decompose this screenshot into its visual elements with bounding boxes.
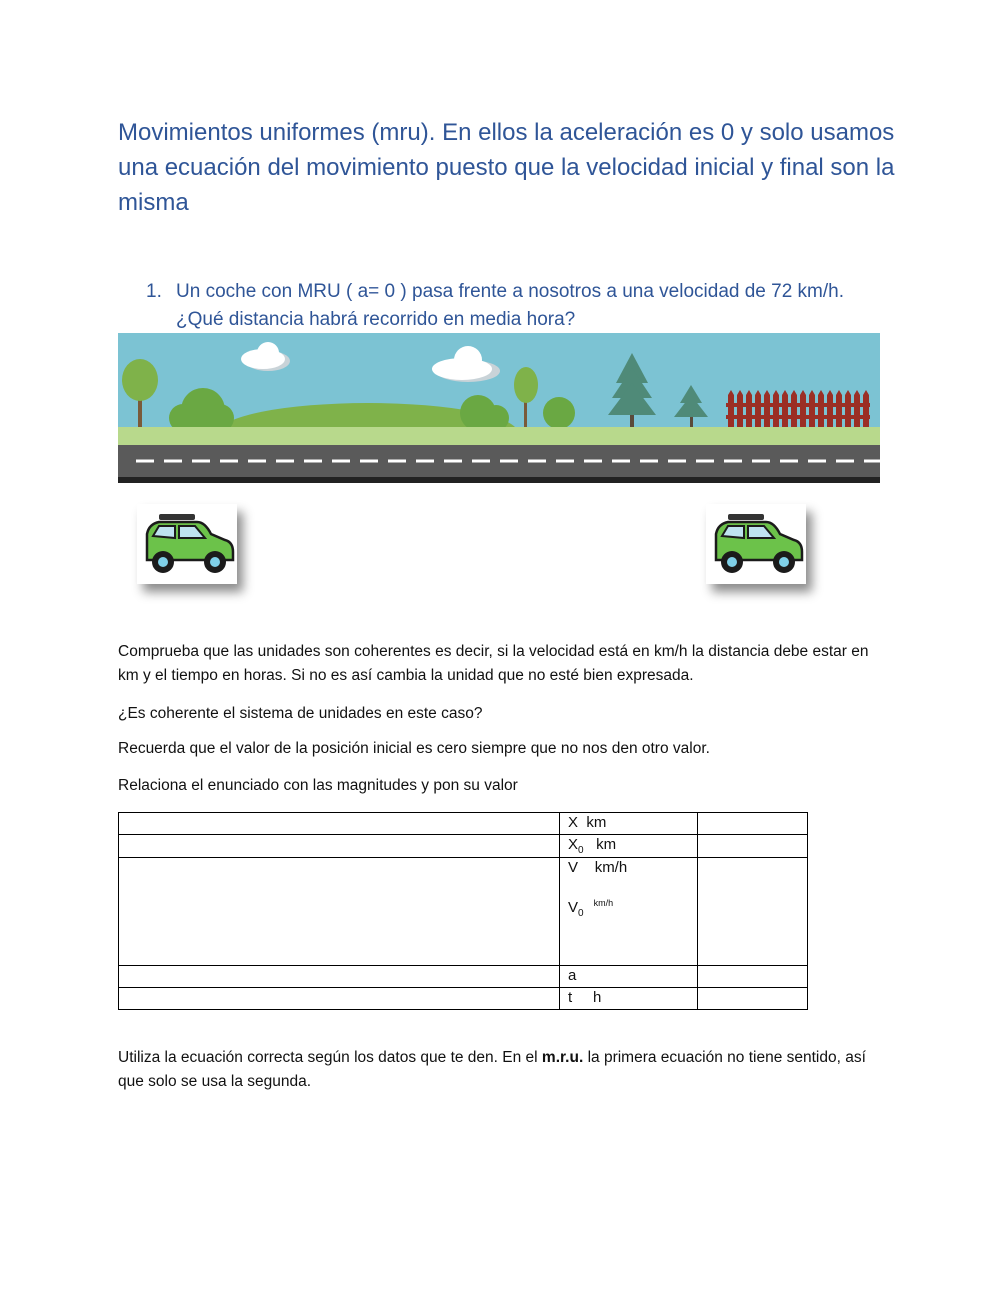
- question-1: [146, 278, 886, 334]
- value-t[interactable]: [698, 988, 808, 1010]
- drop-zone-v[interactable]: [119, 858, 560, 966]
- value-x0[interactable]: [698, 835, 808, 858]
- table-row: [119, 835, 808, 858]
- units-paragraph: Comprueba que las unidades son coherentes es decir, si la velocidad está en km/h la distancia debe estar en km y el tiempo en horas. Si no es así cambia la unidad que no esté bien expresada.: [118, 643, 869, 684]
- table-row: [119, 966, 808, 988]
- table-row: [119, 988, 808, 1010]
- question-text: Un coche con MRU ( a= 0 ) pasa frente a nosotros a una velocidad de 72 km/h. ¿Qué distancia habrá recorrido en media hora?: [176, 281, 845, 330]
- value-v[interactable]: [698, 858, 808, 966]
- drop-zone-a[interactable]: [119, 966, 560, 988]
- drop-zone-x[interactable]: [119, 813, 560, 835]
- drop-zone-x0[interactable]: [119, 835, 560, 858]
- magnitude-x: X km: [560, 813, 698, 835]
- table-row: [119, 858, 808, 966]
- grass: [118, 427, 880, 445]
- relate-instruction: Relaciona el enunciado con las magnitudes y pon su valor: [118, 777, 518, 794]
- car-card-start[interactable]: [137, 504, 237, 584]
- page-title: Movimientos uniformes (mru). En ellos la aceleración es 0 y solo usamos una ecuación del movimiento puesto que la velocidad inicial y final son la misma: [118, 119, 895, 216]
- initial-position-note: Recuerda que el valor de la posición inicial es cero siempre que no nos den otro valor.: [118, 740, 710, 757]
- value-x[interactable]: [698, 813, 808, 835]
- value-a[interactable]: [698, 966, 808, 988]
- car-icon: [137, 504, 237, 584]
- road-scene-illustration: [118, 333, 880, 483]
- question-number: 1.: [146, 281, 162, 302]
- coherence-question: ¿Es coherente el sistema de unidades en este caso?: [118, 705, 483, 722]
- equation-note: Utiliza la ecuación correcta según los datos que te den. En el m.r.u. la primera ecuación no tiene sentido, así que solo se usa la segunda.: [118, 1049, 866, 1090]
- car-card-end[interactable]: [706, 504, 806, 584]
- road-edge: [118, 477, 880, 483]
- magnitude-t: t h: [560, 988, 698, 1010]
- car-icon: [706, 504, 806, 584]
- magnitude-a: a: [560, 966, 698, 988]
- magnitude-v-v0: V km/h $V_0^{km/h}$: [560, 858, 698, 966]
- magnitudes-table: [118, 812, 808, 1010]
- mru-bold: m.r.u.: [541, 1049, 584, 1066]
- bush: [543, 397, 575, 429]
- table-row: [119, 813, 808, 835]
- magnitude-x0: $X_0$ km: [560, 835, 698, 858]
- drop-zone-t[interactable]: [119, 988, 560, 1010]
